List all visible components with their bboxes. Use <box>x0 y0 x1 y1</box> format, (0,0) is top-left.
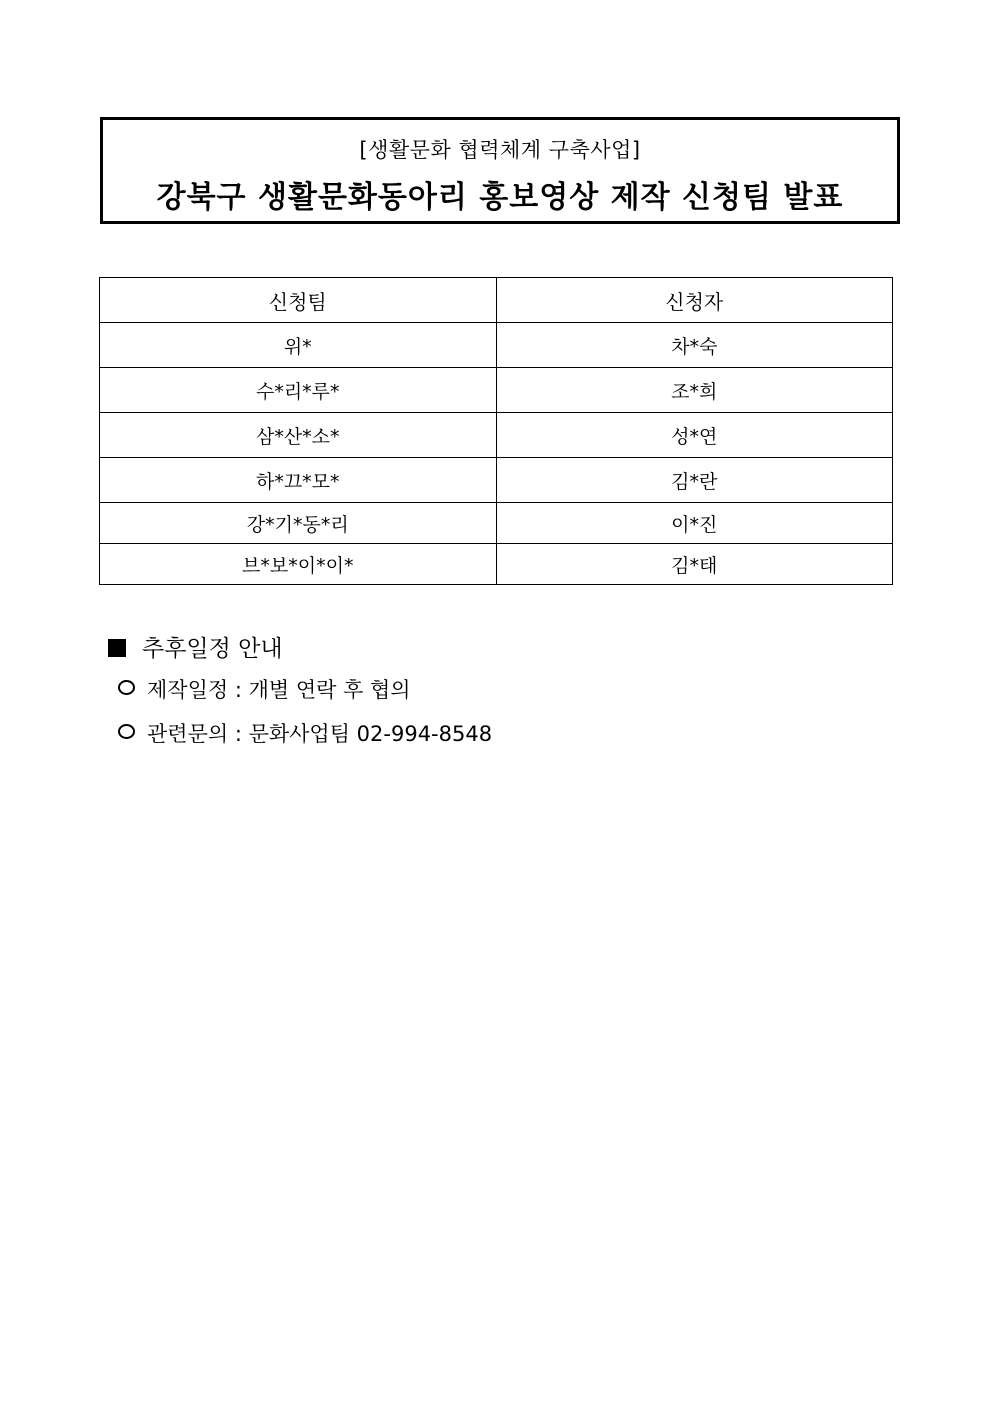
applicant-cell: 김*란 <box>496 458 893 503</box>
schedule-heading <box>108 632 808 666</box>
circle-bullet-icon <box>118 724 135 739</box>
column-header-applicant: 신청자 <box>496 278 893 323</box>
title-box <box>100 117 900 224</box>
schedule-item-production <box>108 670 808 710</box>
schedule-heading-text: 추후일정 안내 <box>142 636 283 662</box>
schedule-item-text: 관련문의 : 문화사업팀 02-994-8548 <box>147 722 493 746</box>
team-cell: 위* <box>100 323 497 368</box>
square-bullet-icon <box>108 639 126 657</box>
schedule-item-text: 제작일정 : 개별 연락 후 협의 <box>147 678 411 702</box>
table-row <box>100 544 893 585</box>
applicant-cell: 조*희 <box>496 368 893 413</box>
team-cell: 삼*산*소* <box>100 413 497 458</box>
page-title: 강북구 생활문화동아리 홍보영상 제작 신청팀 발표 <box>156 180 844 215</box>
team-cell: 브*보*이*이* <box>100 544 497 585</box>
column-header-team: 신청팀 <box>100 278 497 323</box>
table-row <box>100 368 893 413</box>
applicant-cell: 차*숙 <box>496 323 893 368</box>
page-subtitle: [생활문화 협력체계 구축사업] <box>359 138 641 162</box>
team-cell: 수*리*루* <box>100 368 497 413</box>
table-row <box>100 323 893 368</box>
table-header-row <box>100 278 893 323</box>
applicant-cell: 성*연 <box>496 413 893 458</box>
table-row <box>100 458 893 503</box>
circle-bullet-icon <box>118 680 135 695</box>
table-row <box>100 413 893 458</box>
team-cell: 강*기*동*리 <box>100 503 497 544</box>
applicant-table <box>99 277 893 585</box>
team-cell: 하*끄*모* <box>100 458 497 503</box>
schedule-section <box>108 632 808 754</box>
applicant-cell: 김*태 <box>496 544 893 585</box>
table-row <box>100 503 893 544</box>
applicant-cell: 이*진 <box>496 503 893 544</box>
schedule-item-contact <box>108 714 808 754</box>
